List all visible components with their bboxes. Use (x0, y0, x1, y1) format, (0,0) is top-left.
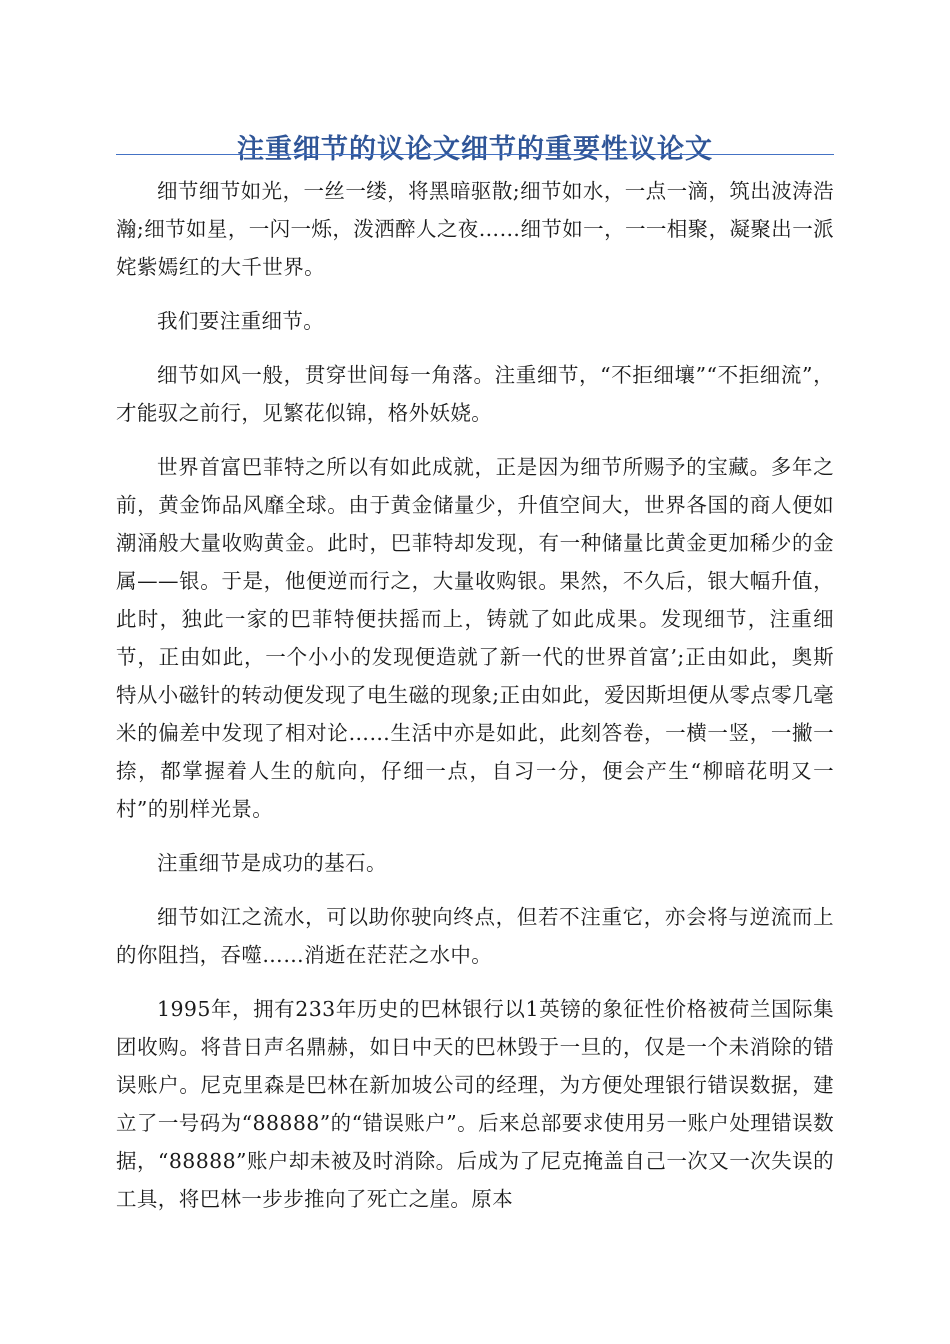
paragraph-6: 细节如江之流水，可以助你驶向终点，但若不注重它，亦会将与逆流而上的你阻挡，吞噬……消逝在茫茫之水中。 (116, 905, 834, 967)
paragraph-3: 细节如风一般，贯穿世间每一角落。注重细节，“不拒细壤”“不拒细流”，才能驭之前行，见繁花似锦，格外妖娆。 (116, 363, 834, 425)
paragraph-4: 世界首富巴菲特之所以有如此成就，正是因为细节所赐予的宝藏。多年之前，黄金饰品风靡全球。由于黄金储量少，升值空间大，世界各国的商人便如潮涌般大量收购黄金。此时，巴菲特却发现，有一种储量比黄金更加稀少的金属——银。于是，他便逆而行之，大量收购银。果然，不久后，银大幅升值，此时，独此一家的巴菲特便扶摇而上，铸就了如此成果。发现细节，注重细节，正由如此，一个小小的发现便造就了新一代的世界首富’;正由如此，奥斯特从小磁针的转动便发现了电生磁的现象;正由如此，爱因斯坦便从零点零几毫米的偏差中发现了相对论……生活中亦是如此，此刻答卷，一横一竖，一撇一捺，都掌握着人生的航向，仔细一点，自习一分，便会产生“柳暗花明又一村”的别样光景。 (116, 455, 834, 821)
title-underline (116, 154, 834, 155)
paragraph-5: 注重细节是成功的基石。 (157, 851, 387, 875)
paragraph-2: 我们要注重细节。 (157, 309, 325, 333)
paragraph-7: 1995年，拥有233年历史的巴林银行以1英镑的象征性价格被荷兰国际集团收购。将昔日声名鼎赫，如日中天的巴林毁于一旦的，仅是一个未消除的错误账户。尼克里森是巴林在新加坡公司的经理，为方便处理银行错误数据，建立了一号码为“88888”的“错误账户”。后来总部要求使用另一账户处理错误数据，“88888”账户却未被及时消除。后成为了尼克掩盖自己一次又一次失误的工具，将巴林一步步推向了死亡之崖。原本 (116, 997, 834, 1211)
document-body (116, 172, 834, 1234)
paragraph-1: 细节细节如光，一丝一缕，将黑暗驱散;细节如水，一点一滴，筑出波涛浩瀚;细节如星，一闪一烁，泼洒醉人之夜……细节如一，一一相聚，凝聚出一派姹紫嫣红的大千世界。 (116, 179, 834, 279)
document-title: 注重细节的议论文细节的重要性议论文 (237, 134, 713, 166)
